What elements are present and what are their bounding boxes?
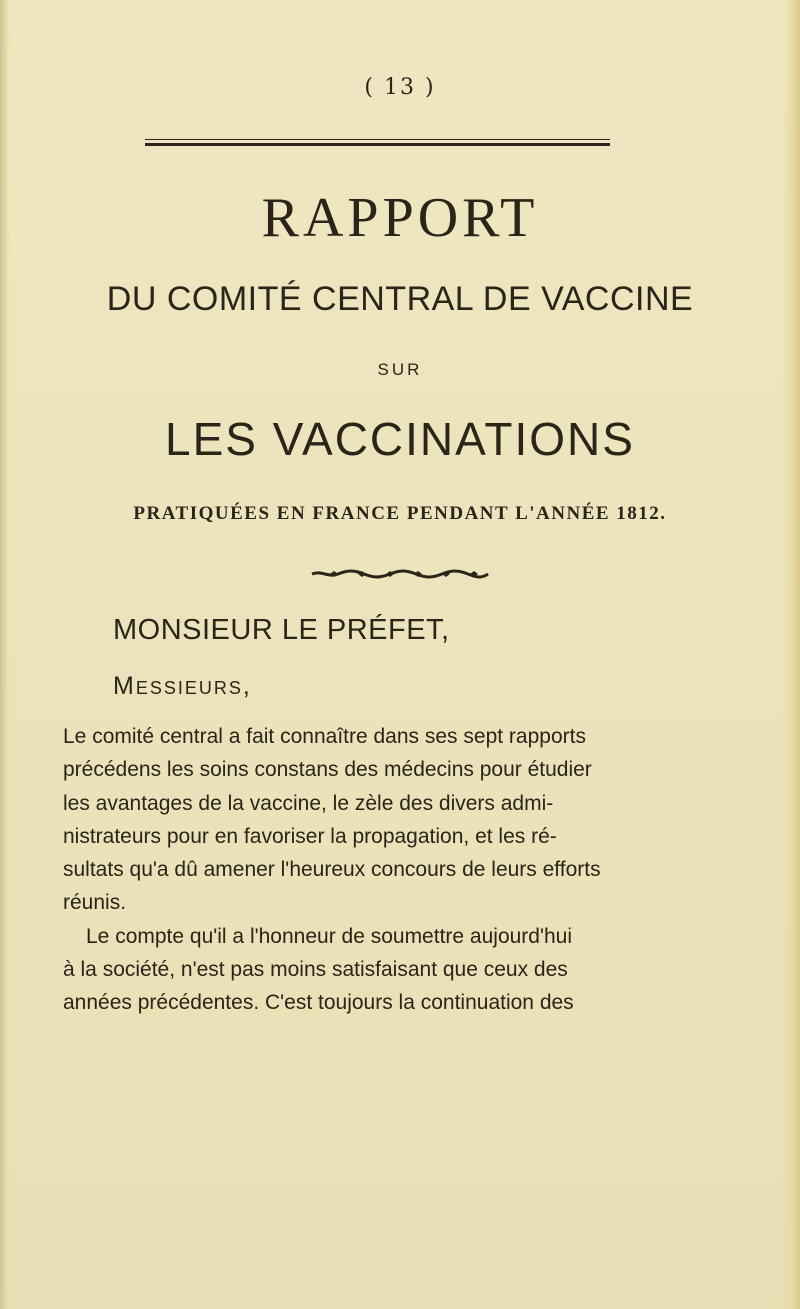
salutation-line: MONSIEUR LE PRÉFET, xyxy=(113,614,450,646)
text-line: Le comité central a fait connaître dans ses sept rapports xyxy=(63,725,586,748)
salutation-addressee: Messieurs, xyxy=(113,672,252,700)
document-heading: LES VACCINATIONS xyxy=(165,413,635,465)
header-double-rule xyxy=(145,139,610,147)
text-line: à la société, n'est pas moins satisfaisant que ceux des xyxy=(63,958,568,982)
text-line: les avantages de la vaccine, le zèle des divers admi- xyxy=(63,791,554,815)
text-line: nistrateurs pour en favoriser la propagation, et les ré- xyxy=(63,824,557,848)
text-line: réunis. xyxy=(63,891,127,915)
document-subtitle: DU COMITÉ CENTRAL DE VACCINE xyxy=(106,280,694,318)
decorative-ornament-divider xyxy=(310,568,490,580)
document-title: RAPPORT xyxy=(261,187,539,249)
text-line: années précédentes. C'est toujours la continuation des xyxy=(63,991,574,1015)
paragraph-1 xyxy=(63,720,735,920)
text-line: sultats qu'a dû amener l'heureux concours de leurs efforts xyxy=(63,858,601,882)
body-text xyxy=(63,720,735,1020)
page-number: ( 13 ) xyxy=(364,75,436,100)
text-line: précédens les soins constans des médecins pour étudier xyxy=(63,758,592,782)
text-line: Le compte qu'il a l'honneur de soumettre aujourd'hui xyxy=(86,924,573,948)
document-subheading: PRATIQUÉES EN FRANCE PENDANT L'ANNÉE 1812. xyxy=(133,503,667,524)
paragraph-2 xyxy=(63,920,735,1020)
connector-word: SUR xyxy=(377,360,423,379)
